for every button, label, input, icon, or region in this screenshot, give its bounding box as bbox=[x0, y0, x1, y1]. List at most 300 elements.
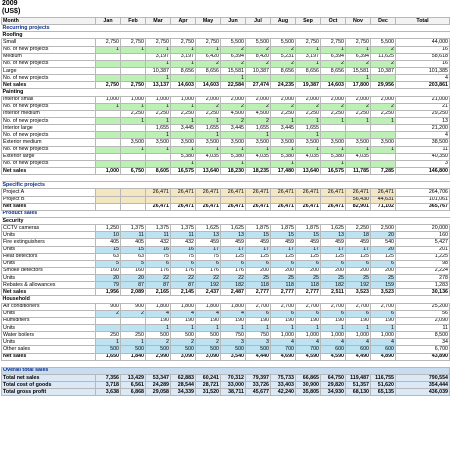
input-cell[interactable]: 1 bbox=[171, 46, 196, 53]
input-cell[interactable]: 1 bbox=[221, 160, 246, 167]
input-cell[interactable]: 2 bbox=[271, 103, 296, 110]
value-cell: 2,750 bbox=[321, 39, 346, 46]
input-cell[interactable]: 1 bbox=[321, 46, 346, 53]
input-cell[interactable]: 16 bbox=[171, 246, 196, 253]
input-cell[interactable]: 15 bbox=[96, 246, 121, 253]
input-cell[interactable]: 25 bbox=[371, 275, 396, 282]
input-cell[interactable]: 15 bbox=[271, 232, 296, 239]
input-cell[interactable]: 1 bbox=[146, 103, 171, 110]
input-cell[interactable]: 2 bbox=[246, 60, 271, 67]
total-cell: 13 bbox=[396, 117, 450, 124]
input-cell[interactable]: 1 bbox=[346, 146, 371, 153]
input-cell[interactable] bbox=[321, 75, 346, 82]
input-cell[interactable]: 500 bbox=[121, 346, 146, 353]
input-cell[interactable]: 2 bbox=[246, 103, 271, 110]
input-cell[interactable] bbox=[121, 196, 146, 203]
row-label: Project B bbox=[2, 196, 96, 203]
input-cell[interactable] bbox=[171, 75, 196, 82]
input-cell[interactable]: 1 bbox=[171, 325, 196, 332]
input-cell[interactable]: 700 bbox=[271, 346, 296, 353]
input-cell[interactable] bbox=[271, 75, 296, 82]
input-cell[interactable]: 15 bbox=[246, 232, 271, 239]
value-cell: 459 bbox=[296, 239, 321, 246]
input-cell[interactable]: 1 bbox=[296, 132, 321, 139]
total-cell: 264,706 bbox=[396, 189, 450, 196]
input-cell[interactable]: 2 bbox=[271, 60, 296, 67]
input-cell[interactable] bbox=[146, 160, 171, 167]
input-cell[interactable]: 2 bbox=[121, 310, 146, 317]
input-cell[interactable] bbox=[346, 132, 371, 139]
input-cell[interactable]: 1 bbox=[146, 60, 171, 67]
input-cell[interactable]: 2 bbox=[346, 60, 371, 67]
input-cell[interactable]: 26,471 bbox=[246, 189, 271, 196]
input-cell[interactable]: 25 bbox=[321, 275, 346, 282]
value-cell: 1,655 bbox=[246, 125, 271, 132]
input-cell[interactable]: 44,631 bbox=[371, 196, 396, 203]
input-cell[interactable] bbox=[121, 160, 146, 167]
value-cell: 1,000 bbox=[96, 167, 121, 174]
input-cell[interactable] bbox=[146, 196, 171, 203]
input-cell[interactable]: 500 bbox=[146, 346, 171, 353]
value-cell: 33,726 bbox=[246, 382, 271, 389]
input-cell[interactable]: 1 bbox=[371, 146, 396, 153]
value-cell: 13,429 bbox=[121, 375, 146, 382]
input-cell[interactable] bbox=[96, 189, 121, 196]
input-cell[interactable] bbox=[171, 132, 196, 139]
input-cell[interactable]: 500 bbox=[246, 346, 271, 353]
input-cell[interactable]: 6 bbox=[246, 310, 271, 317]
input-cell[interactable]: 1 bbox=[296, 325, 321, 332]
section-title: Product sales bbox=[2, 210, 450, 217]
input-cell[interactable]: 56,430 bbox=[346, 196, 371, 203]
input-cell[interactable]: 22 bbox=[146, 275, 171, 282]
input-cell[interactable]: 1 bbox=[146, 146, 171, 153]
input-cell[interactable]: 13 bbox=[196, 232, 221, 239]
input-cell[interactable]: 87 bbox=[171, 282, 196, 289]
input-cell[interactable]: 1 bbox=[271, 325, 296, 332]
input-cell[interactable]: 1 bbox=[146, 325, 171, 332]
input-cell[interactable] bbox=[271, 132, 296, 139]
column-header-row bbox=[2, 18, 450, 25]
input-cell[interactable]: 1 bbox=[321, 146, 346, 153]
table-row bbox=[2, 67, 450, 74]
input-cell[interactable]: 20 bbox=[121, 275, 146, 282]
input-cell[interactable]: 4 bbox=[271, 339, 296, 346]
input-cell[interactable]: 2 bbox=[196, 103, 221, 110]
input-cell[interactable]: 22 bbox=[196, 275, 221, 282]
input-cell[interactable]: 26,471 bbox=[196, 189, 221, 196]
input-cell[interactable]: 1 bbox=[246, 325, 271, 332]
input-cell[interactable]: 2 bbox=[371, 103, 396, 110]
input-cell[interactable]: 1 bbox=[221, 325, 246, 332]
input-cell[interactable]: 1 bbox=[96, 46, 121, 53]
input-cell[interactable] bbox=[121, 75, 146, 82]
input-cell[interactable] bbox=[221, 132, 246, 139]
value-cell bbox=[96, 317, 121, 324]
input-cell[interactable] bbox=[371, 160, 396, 167]
input-cell[interactable]: 1 bbox=[221, 146, 246, 153]
value-cell bbox=[146, 153, 171, 160]
input-cell[interactable]: 26,471 bbox=[146, 189, 171, 196]
input-cell[interactable]: 600 bbox=[321, 346, 346, 353]
input-cell[interactable]: 1 bbox=[271, 146, 296, 153]
input-cell[interactable]: 11 bbox=[171, 232, 196, 239]
input-cell[interactable] bbox=[96, 117, 121, 124]
input-cell[interactable] bbox=[96, 75, 121, 82]
input-cell[interactable]: 1 bbox=[196, 146, 221, 153]
input-cell[interactable]: 1 bbox=[146, 132, 171, 139]
input-cell[interactable] bbox=[121, 132, 146, 139]
value-cell: 63 bbox=[96, 253, 121, 260]
input-cell[interactable] bbox=[196, 75, 221, 82]
input-cell[interactable]: 6 bbox=[346, 310, 371, 317]
input-cell[interactable]: 6 bbox=[221, 260, 246, 267]
input-cell[interactable]: 1 bbox=[171, 117, 196, 124]
input-cell[interactable]: 2 bbox=[221, 117, 246, 124]
input-cell[interactable]: 26,471 bbox=[171, 189, 196, 196]
input-cell[interactable]: 118 bbox=[296, 282, 321, 289]
input-cell[interactable]: 1 bbox=[121, 103, 146, 110]
input-cell[interactable]: 22 bbox=[171, 275, 196, 282]
input-cell[interactable]: 15 bbox=[121, 246, 146, 253]
input-cell[interactable]: 20 bbox=[96, 275, 121, 282]
input-cell[interactable]: 4 bbox=[321, 339, 346, 346]
input-cell[interactable] bbox=[221, 196, 246, 203]
total-cell: 11 bbox=[396, 325, 450, 332]
value-cell: 2,000 bbox=[371, 96, 396, 103]
input-cell[interactable]: 6 bbox=[146, 260, 171, 267]
input-cell[interactable]: 1 bbox=[196, 132, 221, 139]
input-cell[interactable]: 192 bbox=[196, 282, 221, 289]
input-cell[interactable]: 13 bbox=[321, 232, 346, 239]
input-cell[interactable]: 6 bbox=[196, 260, 221, 267]
input-cell[interactable]: 17 bbox=[196, 246, 221, 253]
input-cell[interactable] bbox=[321, 132, 346, 139]
value-cell: 65,135 bbox=[371, 389, 396, 396]
input-cell[interactable] bbox=[296, 160, 321, 167]
input-cell[interactable]: 25 bbox=[346, 275, 371, 282]
input-cell[interactable]: 4 bbox=[346, 339, 371, 346]
input-cell[interactable]: 2 bbox=[196, 60, 221, 67]
value-cell bbox=[121, 203, 146, 210]
input-cell[interactable]: 5 bbox=[96, 260, 121, 267]
value-cell: 45,677 bbox=[246, 389, 271, 396]
input-cell[interactable]: 5 bbox=[121, 260, 146, 267]
row-label: Small bbox=[2, 39, 96, 46]
input-cell[interactable]: 6 bbox=[371, 260, 396, 267]
input-cell[interactable]: 1 bbox=[371, 325, 396, 332]
row-label: Medium bbox=[2, 53, 96, 60]
row-label: Units bbox=[2, 325, 96, 332]
value-cell: 2,089 bbox=[121, 289, 146, 296]
input-cell[interactable]: 26,471 bbox=[221, 189, 246, 196]
column-header: Mar bbox=[146, 18, 171, 25]
input-cell[interactable]: 1 bbox=[121, 146, 146, 153]
input-cell[interactable]: 26,471 bbox=[271, 189, 296, 196]
table-row bbox=[2, 125, 450, 132]
value-cell: 28,721 bbox=[196, 382, 221, 389]
table-row bbox=[2, 53, 450, 60]
table-row bbox=[2, 253, 450, 260]
value-cell: 200 bbox=[371, 267, 396, 274]
input-cell[interactable]: 500 bbox=[171, 346, 196, 353]
input-cell[interactable]: 1 bbox=[346, 117, 371, 124]
input-cell[interactable]: 1 bbox=[321, 160, 346, 167]
input-cell[interactable]: 25 bbox=[246, 275, 271, 282]
input-cell[interactable] bbox=[271, 196, 296, 203]
value-cell: 750 bbox=[221, 332, 246, 339]
input-cell[interactable]: 1 bbox=[121, 117, 146, 124]
input-cell[interactable] bbox=[96, 132, 121, 139]
table-row bbox=[2, 289, 450, 296]
value-cell: 540 bbox=[371, 239, 396, 246]
input-cell[interactable]: 1 bbox=[346, 325, 371, 332]
input-cell[interactable]: 2 bbox=[146, 339, 171, 346]
table-row bbox=[2, 82, 450, 89]
input-cell[interactable]: 1 bbox=[96, 103, 121, 110]
input-cell[interactable]: 1 bbox=[321, 117, 346, 124]
input-cell[interactable]: 159 bbox=[371, 282, 396, 289]
input-cell[interactable]: 6 bbox=[296, 260, 321, 267]
input-cell[interactable] bbox=[196, 196, 221, 203]
row-label: Air conditioners bbox=[2, 303, 96, 310]
row-label: Exterior medium bbox=[2, 139, 96, 146]
input-cell[interactable]: 1 bbox=[371, 117, 396, 124]
input-cell[interactable]: 1 bbox=[346, 46, 371, 53]
input-cell[interactable]: 2 bbox=[271, 46, 296, 53]
value-cell: 3,500 bbox=[171, 139, 196, 146]
value-cell: 71,102 bbox=[371, 203, 396, 210]
input-cell[interactable]: 25 bbox=[296, 275, 321, 282]
value-cell: 8,656 bbox=[271, 67, 296, 74]
input-cell[interactable] bbox=[371, 132, 396, 139]
input-cell[interactable]: 4 bbox=[196, 310, 221, 317]
table-row bbox=[2, 310, 450, 317]
value-cell: 7,356 bbox=[96, 375, 121, 382]
input-cell[interactable]: 16 bbox=[146, 246, 171, 253]
input-cell[interactable]: 2 bbox=[171, 339, 196, 346]
input-cell[interactable] bbox=[371, 75, 396, 82]
input-cell[interactable]: 26,471 bbox=[346, 189, 371, 196]
input-cell[interactable]: 10 bbox=[96, 232, 121, 239]
value-cell: 1,000 bbox=[371, 332, 396, 339]
input-cell[interactable] bbox=[246, 75, 271, 82]
input-cell[interactable]: 87 bbox=[121, 282, 146, 289]
input-cell[interactable]: 1 bbox=[271, 160, 296, 167]
input-cell[interactable]: 1 bbox=[171, 60, 196, 67]
input-cell[interactable]: 192 bbox=[346, 282, 371, 289]
input-cell[interactable] bbox=[246, 196, 271, 203]
summary-header bbox=[2, 367, 450, 374]
value-cell: 8,656 bbox=[296, 67, 321, 74]
input-cell[interactable] bbox=[296, 196, 321, 203]
input-cell[interactable]: 2 bbox=[196, 339, 221, 346]
value-cell: 1,000 bbox=[171, 96, 196, 103]
input-cell[interactable]: 22 bbox=[221, 275, 246, 282]
value-cell: 1,375 bbox=[146, 225, 171, 232]
input-cell[interactable]: 26,471 bbox=[296, 189, 321, 196]
total-cell: 201 bbox=[396, 246, 450, 253]
input-cell[interactable]: 182 bbox=[221, 282, 246, 289]
input-cell[interactable] bbox=[296, 75, 321, 82]
value-cell: 27,474 bbox=[246, 82, 271, 89]
group-title: Household bbox=[2, 296, 450, 303]
value-cell: 2,750 bbox=[296, 39, 321, 46]
input-cell[interactable]: 6 bbox=[321, 310, 346, 317]
table-row bbox=[2, 282, 450, 289]
input-cell[interactable]: 17 bbox=[296, 246, 321, 253]
input-cell[interactable] bbox=[96, 146, 121, 153]
input-cell[interactable]: 700 bbox=[296, 346, 321, 353]
input-cell[interactable]: 13 bbox=[221, 232, 246, 239]
input-cell[interactable]: 4 bbox=[146, 310, 171, 317]
input-cell[interactable]: 26,471 bbox=[371, 189, 396, 196]
input-cell[interactable]: 500 bbox=[196, 346, 221, 353]
input-cell[interactable]: 2 bbox=[96, 310, 121, 317]
input-cell[interactable] bbox=[96, 160, 121, 167]
input-cell[interactable]: 2 bbox=[296, 103, 321, 110]
input-cell[interactable] bbox=[96, 196, 121, 203]
input-cell[interactable]: 11 bbox=[121, 232, 146, 239]
input-cell[interactable]: 2 bbox=[246, 117, 271, 124]
currency-label: (US$) bbox=[2, 8, 21, 15]
row-label: Units bbox=[2, 260, 96, 267]
input-cell[interactable]: 6 bbox=[346, 260, 371, 267]
input-cell[interactable]: 6 bbox=[271, 260, 296, 267]
input-cell[interactable]: 18 bbox=[346, 232, 371, 239]
input-cell[interactable]: 1 bbox=[271, 117, 296, 124]
input-cell[interactable]: 6 bbox=[371, 310, 396, 317]
value-cell: 459 bbox=[271, 239, 296, 246]
value-cell bbox=[121, 125, 146, 132]
value-cell: 2,750 bbox=[96, 39, 121, 46]
input-cell[interactable]: 6 bbox=[296, 310, 321, 317]
input-cell[interactable]: 1 bbox=[321, 325, 346, 332]
input-cell[interactable] bbox=[121, 189, 146, 196]
input-cell[interactable]: 4 bbox=[171, 310, 196, 317]
input-cell[interactable]: 1 bbox=[246, 132, 271, 139]
input-cell[interactable]: 17 bbox=[321, 246, 346, 253]
input-cell[interactable]: 1 bbox=[146, 117, 171, 124]
input-cell[interactable]: 1 bbox=[296, 46, 321, 53]
input-cell[interactable]: 17 bbox=[346, 246, 371, 253]
input-cell[interactable] bbox=[121, 60, 146, 67]
input-cell[interactable]: 11 bbox=[146, 232, 171, 239]
input-cell[interactable]: 500 bbox=[221, 346, 246, 353]
input-cell[interactable]: 1 bbox=[121, 339, 146, 346]
value-cell: 28,544 bbox=[171, 382, 196, 389]
value-cell: 3,500 bbox=[371, 139, 396, 146]
input-cell[interactable]: 2 bbox=[221, 103, 246, 110]
value-cell: 3,090 bbox=[196, 353, 221, 360]
input-cell[interactable]: 6 bbox=[321, 260, 346, 267]
input-cell[interactable]: 2 bbox=[346, 103, 371, 110]
input-cell[interactable]: 2 bbox=[371, 60, 396, 67]
input-cell[interactable] bbox=[346, 160, 371, 167]
value-cell: 432 bbox=[146, 239, 171, 246]
input-cell[interactable]: 1 bbox=[296, 146, 321, 153]
input-cell[interactable]: 1 bbox=[171, 160, 196, 167]
input-cell[interactable]: 17 bbox=[246, 246, 271, 253]
total-cell: 30,136 bbox=[396, 289, 450, 296]
input-cell[interactable]: 6 bbox=[246, 260, 271, 267]
input-cell[interactable]: 1 bbox=[96, 339, 121, 346]
value-cell: 11,625 bbox=[371, 53, 396, 60]
input-cell[interactable]: 6 bbox=[271, 310, 296, 317]
input-cell[interactable]: 4 bbox=[221, 310, 246, 317]
input-cell[interactable]: 1 bbox=[146, 75, 171, 82]
input-cell[interactable]: 500 bbox=[96, 346, 121, 353]
input-cell[interactable]: 1 bbox=[121, 46, 146, 53]
input-cell[interactable]: 2 bbox=[221, 60, 246, 67]
input-cell[interactable]: 1 bbox=[221, 75, 246, 82]
input-cell[interactable]: 1 bbox=[171, 103, 196, 110]
input-cell[interactable]: 1 bbox=[196, 325, 221, 332]
input-cell[interactable]: 15 bbox=[296, 232, 321, 239]
input-cell[interactable]: 1 bbox=[146, 46, 171, 53]
row-label: Total net sales bbox=[2, 375, 96, 382]
input-cell[interactable]: 600 bbox=[371, 346, 396, 353]
column-header: Aug bbox=[271, 18, 296, 25]
input-cell[interactable]: 4 bbox=[296, 339, 321, 346]
input-cell[interactable]: 182 bbox=[321, 282, 346, 289]
value-cell: 1,000 bbox=[346, 332, 371, 339]
input-cell[interactable]: 1 bbox=[296, 60, 321, 67]
input-cell[interactable]: 79 bbox=[96, 282, 121, 289]
input-cell[interactable]: 118 bbox=[246, 282, 271, 289]
value-cell: 2,145 bbox=[171, 289, 196, 296]
input-cell[interactable]: 17 bbox=[271, 246, 296, 253]
input-cell[interactable] bbox=[96, 60, 121, 67]
input-cell[interactable] bbox=[171, 196, 196, 203]
input-cell[interactable]: 20 bbox=[371, 246, 396, 253]
input-cell[interactable]: 118 bbox=[271, 282, 296, 289]
input-cell[interactable]: 87 bbox=[146, 282, 171, 289]
input-cell[interactable]: 3 bbox=[246, 339, 271, 346]
input-cell[interactable]: 1 bbox=[296, 117, 321, 124]
input-cell[interactable] bbox=[96, 325, 121, 332]
value-cell: 1,000 bbox=[146, 96, 171, 103]
input-cell[interactable]: 2 bbox=[321, 103, 346, 110]
input-cell[interactable]: 6 bbox=[171, 260, 196, 267]
input-cell[interactable]: 1 bbox=[346, 75, 371, 82]
input-cell[interactable]: 2 bbox=[321, 60, 346, 67]
input-cell[interactable]: 2 bbox=[246, 46, 271, 53]
input-cell[interactable]: 1 bbox=[196, 117, 221, 124]
input-cell[interactable]: 26,471 bbox=[321, 189, 346, 196]
input-cell[interactable]: 4 bbox=[371, 339, 396, 346]
input-cell[interactable] bbox=[196, 160, 221, 167]
input-cell[interactable]: 25 bbox=[271, 275, 296, 282]
value-cell: 3,197 bbox=[171, 53, 196, 60]
input-cell[interactable]: 1 bbox=[246, 146, 271, 153]
input-cell[interactable]: 1 bbox=[171, 146, 196, 153]
input-cell[interactable]: 600 bbox=[346, 346, 371, 353]
total-cell: 29,250 bbox=[396, 110, 450, 117]
value-cell: 8,605 bbox=[146, 167, 171, 174]
input-cell[interactable]: 3 bbox=[221, 339, 246, 346]
input-cell[interactable] bbox=[246, 160, 271, 167]
input-cell[interactable]: 2 bbox=[221, 46, 246, 53]
input-cell[interactable] bbox=[121, 325, 146, 332]
input-cell[interactable] bbox=[321, 196, 346, 203]
table-row bbox=[2, 96, 450, 103]
input-cell[interactable]: 1 bbox=[196, 46, 221, 53]
input-cell[interactable]: 20 bbox=[371, 232, 396, 239]
value-cell: 30,900 bbox=[296, 382, 321, 389]
input-cell[interactable]: 2 bbox=[371, 46, 396, 53]
input-cell[interactable]: 17 bbox=[221, 246, 246, 253]
